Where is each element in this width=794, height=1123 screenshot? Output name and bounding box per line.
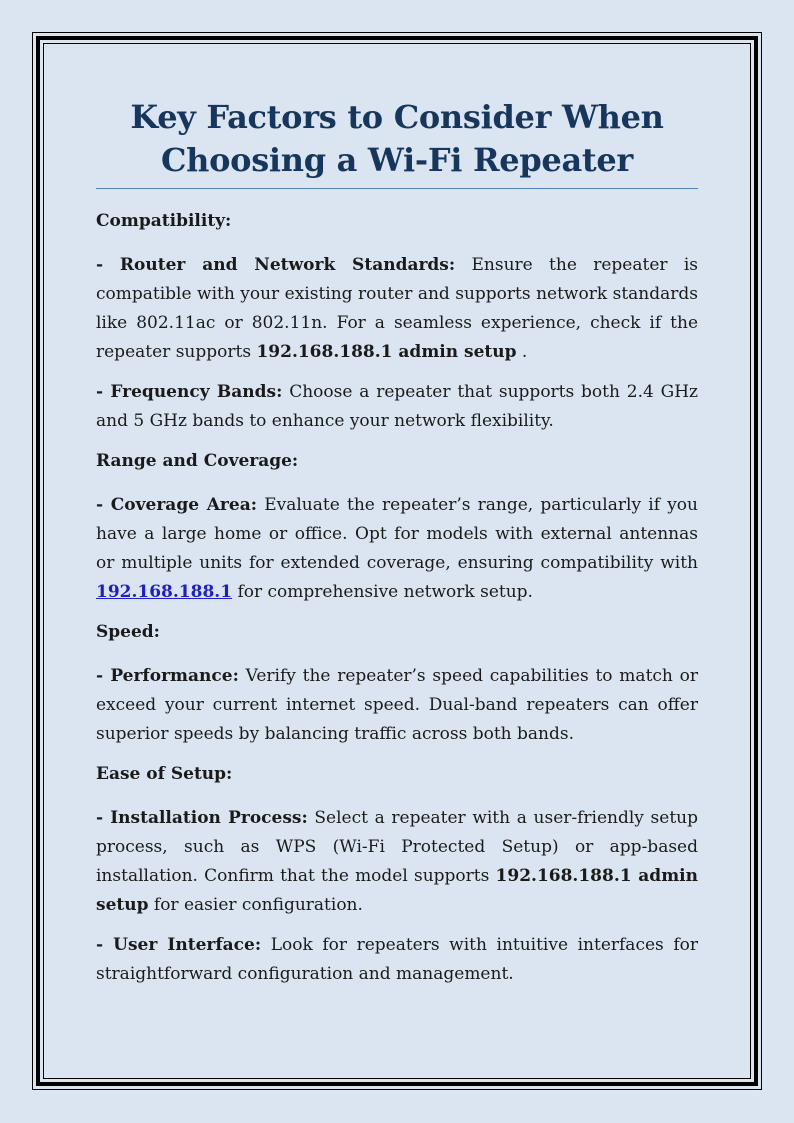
section-range-coverage: [96, 447, 698, 607]
paragraph-bold: 192.168.188.1 admin setup: [96, 866, 699, 915]
section-heading: Ease of Setup:: [96, 764, 233, 784]
paragraph-coverage-area: [96, 491, 698, 607]
paragraph-after: for easier configuration.: [148, 895, 363, 915]
title-line-2: Choosing a Wi-Fi Repeater: [160, 141, 633, 179]
paragraph-frequency-bands: [96, 378, 698, 436]
paragraph-installation-process: [96, 804, 698, 920]
section-ease-of-setup: [96, 760, 698, 989]
paragraph-text: Select a repeater with a user-friendly setup process, such as WPS (Wi-Fi Protected Setup) or app-based installation. Confirm that the model supports: [96, 808, 699, 886]
paragraph-lead: - Router and Network Standards:: [96, 255, 456, 275]
paragraph-text: Ensure the repeater is compatible with your existing router and supports network standards like 802.11ac or 802.11n. For a seamless experience, check if the repeater supports: [96, 255, 698, 362]
paragraph-lead: - User Interface:: [96, 935, 262, 955]
paragraph-after: .: [516, 342, 528, 362]
paragraph-router-standards: [96, 251, 698, 367]
paragraph-lead: - Frequency Bands:: [96, 382, 283, 402]
paragraph-user-interface: [96, 931, 698, 989]
section-speed: [96, 618, 698, 749]
section-compatibility: [96, 207, 698, 436]
paragraph-performance: [96, 662, 698, 749]
paragraph-text: Verify the repeater’s speed capabilities to match or exceed your current internet speed. Dual-band repeaters can offer superior speeds by balancing traffic across both bands.: [96, 666, 698, 744]
document-content: [96, 96, 698, 1000]
paragraph-lead: - Installation Process:: [96, 808, 308, 828]
page-title: [96, 96, 698, 189]
section-heading: Range and Coverage:: [96, 451, 299, 471]
section-heading: Speed:: [96, 622, 160, 642]
paragraph-lead: - Performance:: [96, 666, 239, 686]
paragraph-text: Evaluate the repeater’s range, particularly if you have a large home or office. Opt for models with external antennas or multiple units for extended coverage, ensuring compatibility with: [96, 495, 698, 573]
paragraph-lead: - Coverage Area:: [96, 495, 257, 515]
sections-container: [96, 207, 698, 989]
paragraph-text: Choose a repeater that supports both 2.4 GHz and 5 GHz bands to enhance your network flexibility.: [96, 382, 698, 431]
ip-address-link[interactable]: 192.168.188.1: [96, 582, 233, 602]
paragraph-bold: 192.168.188.1 admin setup: [256, 342, 517, 362]
section-heading: Compatibility:: [96, 211, 232, 231]
paragraph-after: for comprehensive network setup.: [232, 582, 533, 602]
title-line-1: Key Factors to Consider When: [130, 98, 664, 136]
paragraph-text: Look for repeaters with intuitive interfaces for straightforward configuration and management.: [96, 935, 698, 984]
